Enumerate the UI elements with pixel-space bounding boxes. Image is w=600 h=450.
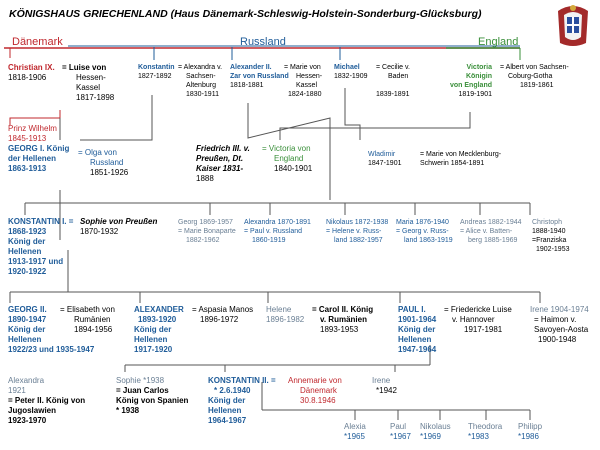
person-irene-daughter: Irene 1904-1974 = Haimon v. Savoyen-Aosta 1900-1948 <box>530 305 589 344</box>
person-irene-1942: Irene *1942 <box>372 376 397 395</box>
person-alexia: Alexia *1965 <box>344 422 366 441</box>
person-alexandra-sachsen: = Alexandra v. Sachsen- Altenburg 1830-1911 <box>178 64 223 98</box>
person-christoph-son: Christoph 1888-1940 =Franziska 1902-1953 <box>532 219 570 253</box>
person-sophie-preussen: Sophie von Preußen 1870-1932 <box>80 217 158 236</box>
person-luise-hessen: = Luise von Hessen- Kassel 1817-1898 <box>62 63 115 102</box>
person-georg-i: GEORG I. König der Hellenen 1863-1913 <box>8 144 70 173</box>
person-cecilie-baden: = Cecilie v. Baden 1839-1891 <box>376 64 410 98</box>
person-friedrich-iii: Friedrich III. v. Preußen, Dt. Kaiser 1831- 1888 <box>196 144 250 183</box>
person-theodora: Theodora *1983 <box>468 422 503 441</box>
person-michael: Michael 1832-1909 <box>334 64 368 80</box>
person-wladimir: Wladimir 1847-1901 <box>368 151 402 167</box>
person-victoria-england: = Victoria von England 1840-1901 <box>262 144 313 173</box>
person-alexandra-jugoslawien: Alexandra 1921 = Peter II. König von Jugoslawien 1923-1970 <box>8 376 86 425</box>
person-nikolaus-son: Nikolaus 1872-1938 = Helene v. Russ- land 1882-1957 <box>326 219 389 244</box>
person-sophie-spanien: Sophie *1938 = Juan Carlos König von Spanien * 1938 <box>116 376 189 415</box>
person-queen-victoria: Victoria Königin von England 1819-1901 <box>450 64 492 98</box>
person-konstantin-ii: KONSTANTIN II. = * 2.6.1940 König der Hellenen 1964-1967 <box>208 376 276 425</box>
person-maria-daughter: Maria 1876-1940 = Georg v. Russ- land 1863-1919 <box>396 219 453 244</box>
person-friederike-hannover: = Friedericke Luise v. Hannover 1917-1981 <box>444 305 512 334</box>
person-nikolaus: Nikolaus *1969 <box>420 422 451 441</box>
person-philipp: Philipp *1986 <box>518 422 543 441</box>
page-title: KÖNIGSHAUS GRIECHENLAND (Haus Dänemark-Schleswig-Holstein-Sonderburg-Glücksburg) <box>9 8 482 20</box>
person-albert-sachsen-coburg: = Albert von Sachsen- Coburg-Gotha 1819-1861 <box>500 64 569 89</box>
person-georg-ii: GEORG II. 1890-1947 König der Hellenen 1922/23 und 1935-1947 <box>8 305 95 354</box>
person-alexander-ii: Alexander II. Zar von Russland 1818-1881 <box>230 64 289 89</box>
country-russia: Russland <box>240 36 286 48</box>
person-prinz-wilhelm: Prinz Wilhelm 1845-1913 <box>8 124 57 143</box>
person-paul: Paul *1967 <box>390 422 411 441</box>
person-marie-hessen: = Marie von Hessen- Kassel 1824-1880 <box>284 64 323 98</box>
person-georg-son: Georg 1869-1957 = Marie Bonaparte 1882-1962 <box>178 219 236 244</box>
person-aspasia-manos: = Aspasia Manos 1896-1972 <box>192 305 254 324</box>
person-konstantin: Konstantin 1827-1892 <box>138 64 175 80</box>
person-andreas-son: Andreas 1882-1944 = Alice v. Batten- berg 1885-1969 <box>460 219 522 244</box>
greek-royal-coat-of-arms-icon <box>552 3 594 47</box>
person-carol-ii: = Carol II. König v. Rumänien 1893-1953 <box>312 305 374 334</box>
person-elisabeth-rumaenien: = Elisabeth von Rumänien 1894-1956 <box>60 305 115 334</box>
person-alexandra-daughter: Alexandra 1870-1891 = Paul v. Russland 1860-1919 <box>244 219 311 244</box>
person-helene: Helene 1896-1982 <box>266 305 305 324</box>
person-christian-ix: Christian IX. 1818-1906 <box>8 63 55 82</box>
country-denmark: Dänemark <box>12 36 63 48</box>
person-olga-russland: = Olga von Russland 1851-1926 <box>78 148 129 177</box>
person-konstantin-i: KONSTANTIN I. = 1868-1923 König der Hellenen 1913-1917 und 1920-1922 <box>8 217 74 276</box>
person-annemarie-daenemark: Annemarie von Dänemark 30.8.1946 <box>288 376 342 405</box>
person-marie-mecklenburg: = Marie von Mecklenburg- Schwerin 1854-1891 <box>420 151 502 167</box>
country-england: England <box>478 36 519 48</box>
person-paul-i: PAUL I. 1901-1964 König der Hellenen 1947-1964 <box>398 305 437 354</box>
person-alexander: ALEXANDER 1893-1920 König der Hellenen 1917-1920 <box>134 305 184 354</box>
